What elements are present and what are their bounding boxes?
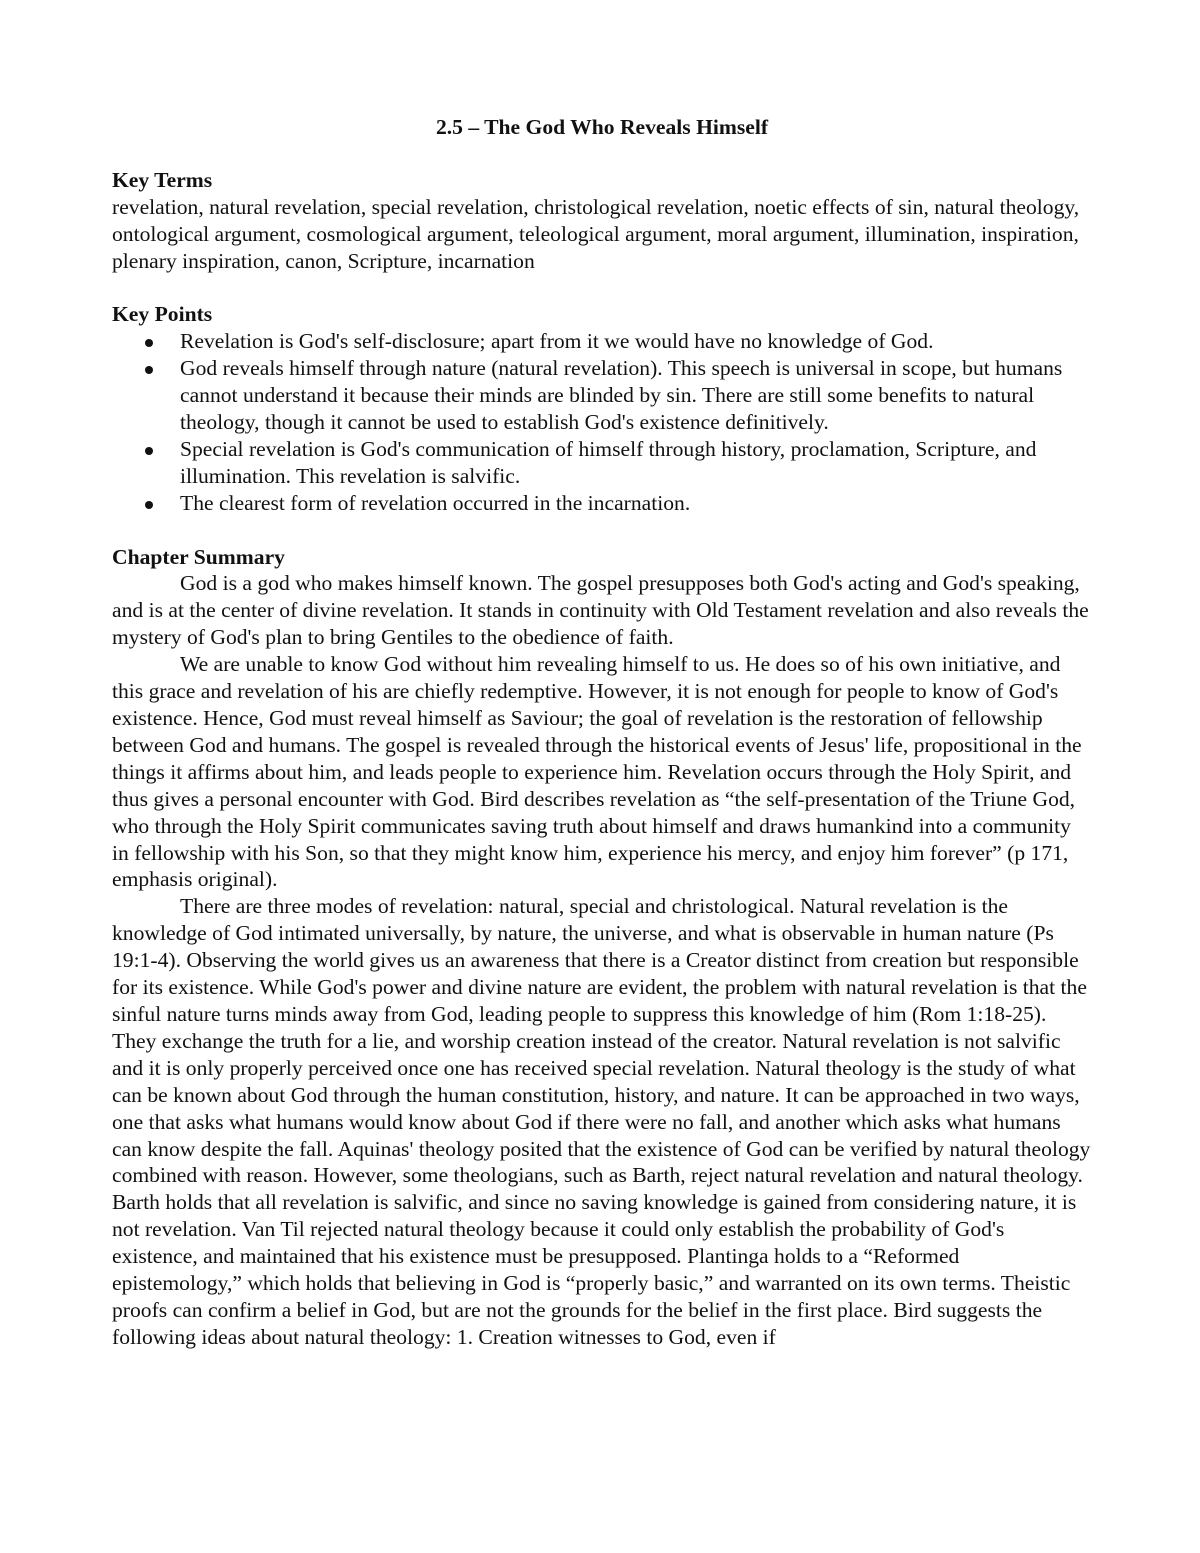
key-terms-section bbox=[112, 167, 1092, 275]
key-point-text: Revelation is God's self-disclosure; apart from it we would have no knowledge of God. bbox=[180, 329, 934, 354]
chapter-summary-section bbox=[112, 544, 1092, 1351]
document-title: 2.5 – The God Who Reveals Himself bbox=[435, 115, 769, 139]
summary-paragraph: We are unable to know God without him revealing himself to us. He does so of his own initiative, and this grace and revelation of his are chiefly redemptive. However, it is not enough for people to know of God's existence. Hence, God must reveal himself as Saviour; the goal of revelation is the restoration of fellowship between God and humans. The gospel is revealed through the historical events of Jesus' life, propositional in the things it affirms about him, and leads people to experience him. Revelation occurs through the Holy Spirit, and thus gives a personal encounter with God. Bird describes revelation as “the self-presentation of the Triune God, who through the Holy Spirit communicates saving truth about himself and draws humankind into a community in fellowship with his Son, so that they might know him, experience his mercy, and enjoy him forever” (p 171, emphasis original). bbox=[112, 652, 1082, 892]
bullet-icon bbox=[145, 366, 153, 374]
key-terms-heading: Key Terms bbox=[112, 167, 213, 192]
key-point-item bbox=[112, 355, 1092, 436]
bullet-icon bbox=[145, 501, 153, 509]
summary-paragraph: God is a god who makes himself known. The gospel presupposes both God's acting and God's speaking, and is at the center of divine revelation. It stands in continuity with Old Testament revelation and also reveals the mystery of God's plan to bring Gentiles to the obedience of faith. bbox=[112, 571, 1089, 650]
key-point-text: The clearest form of revelation occurred in the incarnation. bbox=[180, 490, 691, 515]
bullet-icon bbox=[145, 447, 153, 455]
summary-paragraph: There are three modes of revelation: natural, special and christological. Natural revelation is the knowledge of God intimated universally, by nature, the universe, and what is observable in human nature (Ps 19:1-4). Observing the world gives us an awareness that there is a Creator distinct from creation but responsible for its existence. While God's power and divine nature are evident, the problem with natural revelation is that the sinful nature turns minds away from God, leading people to suppress this knowledge of him (Rom 1:18-25). They exchange the truth for a lie, and worship creation instead of the creator. Natural revelation is not salvific and it is only properly perceived once one has received special revelation. Natural theology is the study of what can be known about God through the human constitution, history, and nature. It can be approached in two ways, one that asks what humans would know about God if there were no fall, and another which asks what humans can know despite the fall. Aquinas' theology posited that the existence of God can be verified by natural theology combined with reason. However, some theologians, such as Barth, reject natural revelation and natural theology. Barth holds that all revelation is salvific, and since no saving knowledge is gained from considering nature, it is not revelation. Van Til rejected natural theology because it could only establish the probability of God's existence, and maintained that his existence must be presupposed. Plantinga holds to a “Reformed epistemology,” which holds that believing in God is “properly basic,” and warranted on its own terms. Theistic proofs can confirm a belief in God, but are not the grounds for the belief in the first place. Bird suggests the following ideas about natural theology: 1. Creation witnesses to God, even if bbox=[112, 894, 1091, 1349]
key-point-text: God reveals himself through nature (natural revelation). This speech is universal in scope, but humans cannot understand it because their minds are blinded by sin. There are still some benefits to natural theology, though it cannot be used to establish God's existence definitively. bbox=[180, 356, 1063, 435]
key-point-item bbox=[112, 436, 1092, 490]
key-terms-text: revelation, natural revelation, special revelation, christological revelation, noetic effects of sin, natural theology, ontological argument, cosmological argument, teleological argument, moral argument, illumination, inspiration, plenary inspiration, canon, Scripture, incarnation bbox=[112, 194, 1080, 273]
chapter-summary-heading: Chapter Summary bbox=[112, 544, 285, 569]
key-points-section bbox=[112, 301, 1092, 516]
key-point-text: Special revelation is God's communication of himself through history, proclamation, Scripture, and illumination. This revelation is salvific. bbox=[180, 436, 1037, 488]
bullet-icon bbox=[145, 339, 153, 347]
key-points-heading: Key Points bbox=[112, 302, 213, 327]
key-point-item bbox=[112, 328, 1092, 355]
key-points-list bbox=[112, 328, 1092, 516]
key-point-item bbox=[112, 490, 1092, 517]
document-page bbox=[112, 112, 1092, 1351]
